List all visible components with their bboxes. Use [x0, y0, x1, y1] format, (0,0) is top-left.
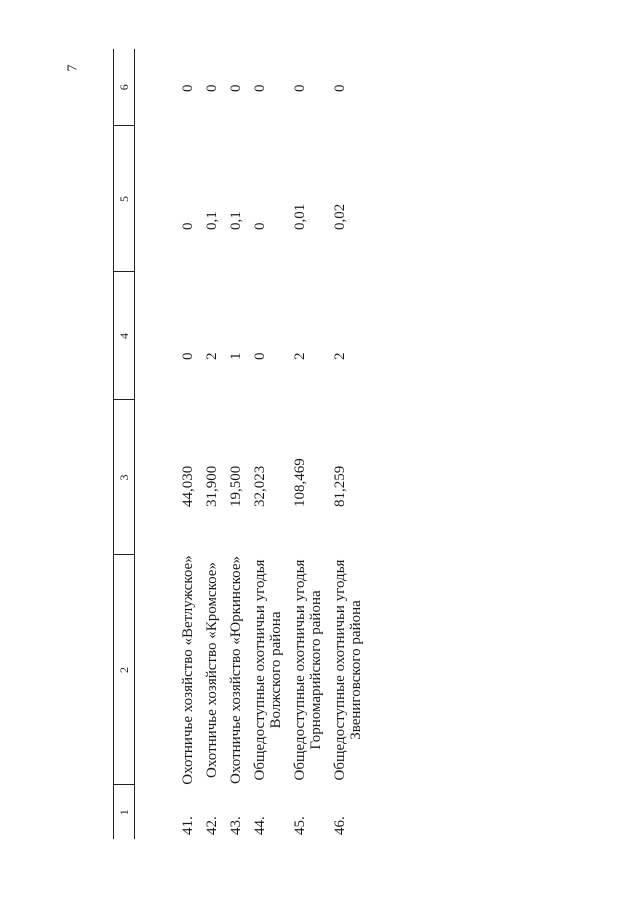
row-number: 45.	[292, 816, 308, 835]
row-value-6: 0	[292, 84, 308, 92]
row-value-6: 0	[180, 84, 196, 92]
row-value-3: 31,900	[204, 465, 220, 507]
row-name: Общедоступные охотничьи угодья Звениговского района	[332, 559, 364, 781]
row-value-4: 0	[180, 352, 196, 360]
table-row	[324, 49, 364, 839]
row-value-5: 0,1	[204, 211, 220, 230]
table-row	[135, 49, 197, 839]
row-name: Охотничье хозяйство «Юркинское»	[228, 556, 244, 784]
row-value-5: 0,02	[332, 203, 348, 230]
table-body	[135, 49, 365, 839]
page-number: 7	[65, 64, 81, 72]
row-name: Общедоступные охотничьи угодья Горномарийского района	[292, 559, 324, 781]
row-number: 41.	[180, 816, 196, 835]
row-value-4: 1	[228, 352, 244, 360]
row-value-4: 0	[252, 352, 268, 360]
row-name: Охотничье хозяйство «Кромское»	[204, 562, 220, 778]
row-value-6: 0	[228, 84, 244, 92]
hunting-grounds-table	[113, 49, 364, 839]
row-name: Охотничье хозяйство «Ветлужское»	[180, 555, 196, 785]
row-value-4: 2	[292, 352, 308, 360]
row-value-5: 0	[252, 222, 268, 230]
column-header-2: 2	[114, 555, 135, 785]
row-value-4: 2	[204, 352, 220, 360]
row-value-5: 0	[180, 222, 196, 230]
row-value-6: 0	[204, 84, 220, 92]
row-number: 43.	[228, 816, 244, 835]
row-value-3: 44,030	[180, 465, 196, 507]
row-value-5: 0,01	[292, 203, 308, 230]
row-value-3: 108,469	[292, 458, 308, 507]
column-header-1: 1	[114, 785, 135, 839]
column-header-4: 4	[114, 272, 135, 400]
row-value-6: 0	[252, 84, 268, 92]
row-number: 46.	[332, 816, 348, 835]
row-number: 42.	[204, 816, 220, 835]
column-header-3: 3	[114, 400, 135, 555]
table-row	[284, 49, 324, 839]
table-row	[220, 49, 244, 839]
column-header-6: 6	[114, 49, 135, 126]
row-number: 44.	[252, 816, 268, 835]
header-row	[114, 49, 135, 839]
row-value-3: 32,023	[252, 465, 268, 507]
table-row	[196, 49, 220, 839]
row-value-3: 19,500	[228, 465, 244, 507]
row-name: Общедоступные охотничьи угодья Волжского района	[252, 559, 284, 781]
row-value-5: 0,1	[228, 211, 244, 230]
row-value-6: 0	[332, 84, 348, 92]
row-value-3: 81,259	[332, 465, 348, 507]
column-header-5: 5	[114, 126, 135, 272]
row-value-4: 2	[332, 352, 348, 360]
table-row	[244, 49, 284, 839]
